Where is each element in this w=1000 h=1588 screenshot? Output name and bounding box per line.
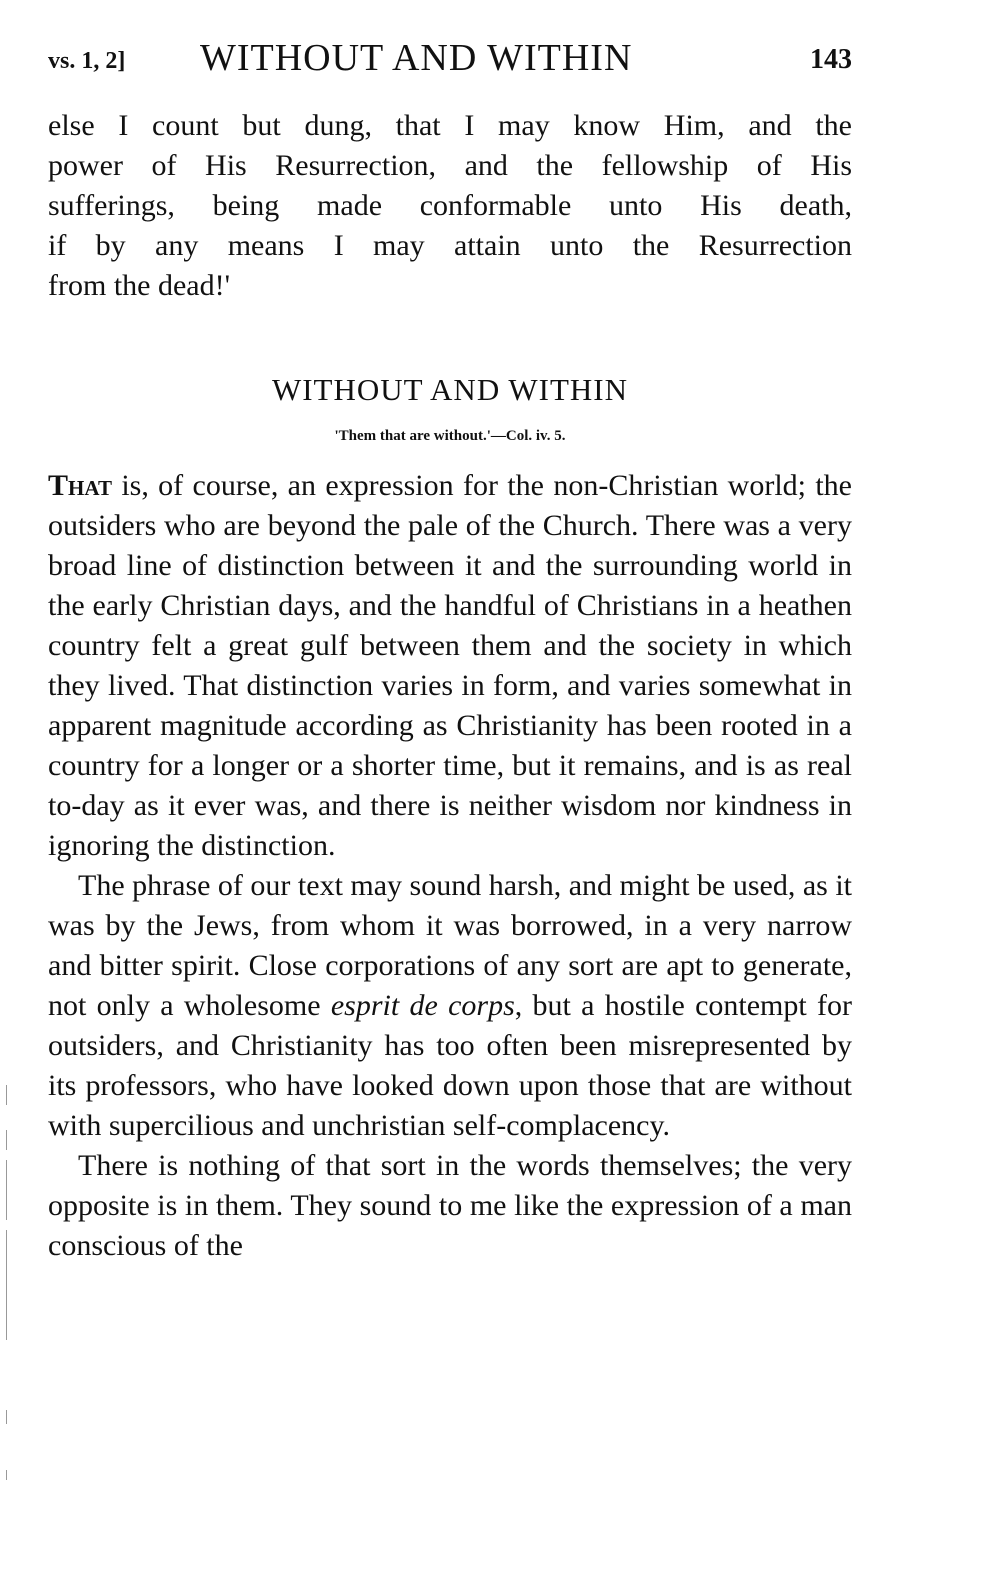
running-title: WITHOUT AND WITHIN [200,37,633,79]
margin-mark [6,1410,7,1424]
section-heading: WITHOUT AND WITHIN [271,372,629,407]
paragraph-text: There is nothing of that sort in the words themselves; the very opposite is in them. They sound to me like the expression of a man conscious of the [48,1149,852,1262]
margin-mark [6,1085,7,1105]
text-line: else I count but dung, that I may know Him, and the [48,109,852,142]
continued-text [48,106,852,306]
margin-mark [6,1230,7,1340]
text-line: if by any means I may attain unto the Resurrection [48,229,852,262]
paragraph-2 [48,866,852,1146]
paragraph-text: , but a hostile contempt for outsiders, and Christianity has too often been misrepresented by its professors, who have looked down upon those that are without with supercilious and unchristian self-complacency. [48,989,852,1142]
margin-mark [6,1470,7,1480]
paragraph-text: The phrase of our text may sound harsh, and might be used, as it was by the Jews, from whom it was borrowed, in a very narrow and bitter spirit. Close corporations of any sort are apt to generate, not only a wholesome [48,869,852,1022]
margin-mark [6,1160,7,1220]
epigraph: 'Them that are without.'—Col. iv. 5. [334,428,566,444]
text-line: power of His Resurrection, and the fellowship of His [48,149,852,182]
paragraph-1 [48,466,852,866]
italic-phrase: esprit de corps [330,989,515,1022]
section-body [48,466,852,1266]
paragraph-3 [48,1146,852,1266]
text-line: from the dead!' [48,269,230,302]
margin-mark [6,1130,7,1150]
running-head [48,36,852,86]
lead-word: That [48,469,112,502]
paragraph-text: is, of course, an expression for the non-Christian world; the outsiders who are beyond the pale of the Church. There was a very broad line of distinction between it and the surrounding world in the early Christian days, and the handful of Christians in a heathen country felt a great gulf between them and the society in which they lived. That distinction varies in form, and varies somewhat in apparent magnitude according as Christianity has been rooted in a country for a longer or a shorter time, but it remains, and is as real to-day as it ever was, and there is neither wisdom nor kindness in ignoring the distinction. [48,469,852,862]
verse-reference: vs. 1, 2] [48,48,126,74]
text-line: sufferings, being made conformable unto His death, [48,189,852,222]
page-number: 143 [810,44,852,75]
